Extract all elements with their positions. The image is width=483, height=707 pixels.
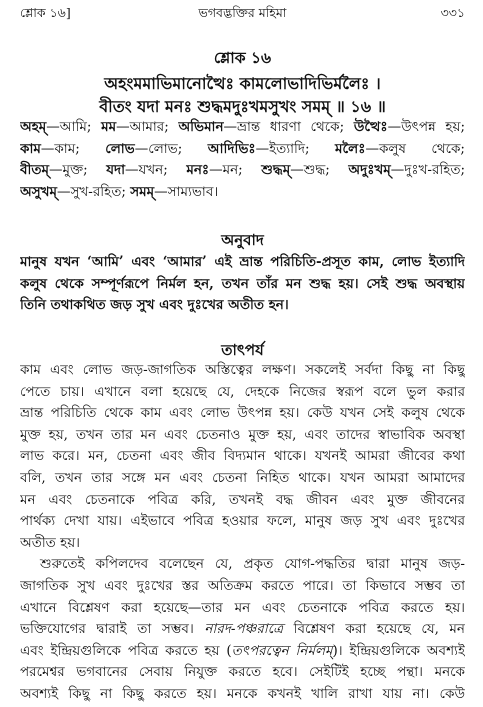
verse-number-title: শ্লোক ১৬ <box>213 48 272 67</box>
synonym-gloss: —কলুষ থেকে; <box>365 140 465 157</box>
purport-line: বলি, তখন তার সঙ্গে মন এবং চেতনা নিহিত থাকে। যখন আমরা আমাদের <box>20 469 465 486</box>
purport-line: শুরুতেই কপিলদেব বলেছেন যে, প্রকৃত যোগ-পদ্ধতির দ্বারা মানুষ জড়- <box>40 556 465 573</box>
synonym-word: অভিমান <box>178 119 224 135</box>
purport-text <box>20 360 465 706</box>
synonym-word: মনঃ <box>186 162 210 179</box>
synonym-word: উত্থৈঃ <box>353 119 388 135</box>
verse-line: অহংমমাভিমানোত্থৈঃ কামলোভাদিভির্মলৈঃ । <box>104 74 381 93</box>
synonym-gloss: —সাম্যভাব। <box>154 183 219 200</box>
translation-line: মানুষ যখন ‘আমি’ এবং ‘আমার’ এই ভ্রান্ত পরিচিতি-প্রসূত কাম, লোভ ইত্যাদি <box>20 254 465 270</box>
purport-segment: এবং ইন্দ্রিয়গুলিকে পবিত্র করতে হয় ( <box>20 642 232 659</box>
synonym-gloss: —কাম; <box>40 140 80 157</box>
synonym-gloss: —লোভ; <box>134 140 183 157</box>
synonym-word: অসুখম্ <box>20 183 57 200</box>
synonym-gloss: —সুখ-রহিত; <box>56 183 126 200</box>
synonyms-line <box>20 139 465 161</box>
translation-line: কলুষ থেকে সম্পূর্ণরূপে নির্মল হন, তখন তাঁর মন শুদ্ধ হয়। সেই শুদ্ধ অবস্থায় <box>20 275 465 292</box>
purport-segment: ভক্তিযোগের দ্বারাই তা সম্ভব। <box>20 621 194 638</box>
purport-segment: )। ইন্দ্রিয়গুলিকে অবশ্যই <box>332 642 465 659</box>
synonym-word: মলৈঃ <box>335 140 366 157</box>
word-for-word-synonyms <box>20 117 465 203</box>
synonym-gloss: —আমি; <box>46 119 92 135</box>
purport-line: মুক্ত হয়, তখন তার মন এবং চেতনাও মুক্ত হয়, এবং তাদের স্বাভাবিক অবস্থা <box>20 426 465 443</box>
sanskrit-quote-italic: তৎপরত্বেন নির্মলম্ <box>231 642 333 659</box>
purport-line <box>20 641 465 663</box>
purport-line: পেতে চায়। এখানে বলা হয়েছে যে, দেহকে নিজের স্বরূপ বলে ভুল করার <box>20 383 465 400</box>
purport-line: এখানে বিশ্লেষণ করা হয়েছে—তার মন এবং চেতনাকে পবিত্র করতে হয়। <box>20 599 465 616</box>
purport-line: মন এবং চেতনাকে পবিত্র করি, তখনই বদ্ধ জীবন এবং মুক্ত জীবনের <box>20 491 465 508</box>
synonym-word: বীতম্ <box>20 162 50 179</box>
synonyms-line <box>20 182 465 204</box>
synonym-gloss: —মুক্ত; <box>49 162 88 179</box>
purport-line: অবশ্যই কিছু না কিছু করতে হয়। মনকে কখনই খালি রাখা যায় না। কেউ <box>20 685 465 702</box>
running-head-verse-ref: শ্লোক ১৬] <box>20 5 71 20</box>
synonym-gloss: —ইত্যাদি; <box>255 140 310 157</box>
purport-line: পরমেশ্বর ভগবানের সেবায় নিযুক্ত করতে হবে। সেইটিই হচ্ছে পন্থা। মনকে <box>20 664 465 681</box>
synonym-gloss: —ভ্রান্ত ধারণা থেকে; <box>223 119 345 135</box>
translation-paragraph <box>20 252 465 317</box>
purport-line: জাগতিক সুখ এবং দুঃখের স্তর অতিক্রম করতে পারে। তা কিভাবে সম্ভব তা <box>20 577 465 594</box>
synonyms-line <box>20 117 465 139</box>
synonym-word: সমম্ <box>130 183 155 200</box>
synonym-gloss: —মন; <box>209 162 243 179</box>
synonym-word: লোভ <box>105 140 135 157</box>
purport-line: পার্থক্য দেখা যায়। এইভাবে পবিত্র হওয়ার ফলে, মানুষ জড় সুখ এবং দুঃখের <box>20 513 465 530</box>
purport-line: অতীত হয়। <box>20 534 80 551</box>
synonym-gloss: —যখন; <box>125 162 168 179</box>
synonym-word: অদুঃখম্ <box>348 162 391 179</box>
synonym-gloss: —উৎপন্ন হয়; <box>387 119 465 135</box>
synonym-gloss: —আমার; <box>116 119 169 135</box>
synonym-word: আদিভিঃ <box>207 140 256 157</box>
synonym-word: অহম্ <box>20 119 47 135</box>
synonym-word: কাম <box>20 140 41 157</box>
sanskrit-verse <box>20 72 465 118</box>
running-header <box>20 3 465 23</box>
page-number: ৩৩১ <box>440 5 465 20</box>
running-head-title: ভগবদ্ভক্তির মহিমা <box>198 5 287 20</box>
synonym-gloss: —দুঃখ-রহিত; <box>390 162 465 179</box>
synonyms-line <box>20 160 465 182</box>
synonym-word: মম <box>101 119 117 135</box>
purport-segment: বিশ্লেষণ করা হয়েছে যে, মন <box>293 621 465 638</box>
translation-heading: অনুবাদ <box>221 231 264 249</box>
scripture-title-italic: নারদ-পঞ্চরাত্রে <box>204 621 284 638</box>
purport-line: লাভ করে। মন, চেতনা এবং জীব বিদ্যমান থাকে। যখনই আমরা জীবের কথা <box>20 448 465 465</box>
verse-line: বীতং যদা মনঃ শুদ্ধমদুঃখমসুখং সমম্ ॥ ১৬ ॥ <box>99 97 386 116</box>
synonym-gloss: —শুদ্ধ; <box>290 162 330 179</box>
purport-line: কাম এবং লোভ জড়-জাগতিক অস্তিত্বের লক্ষণ। সকলেই সর্বদা কিছু না কিছু <box>20 362 465 378</box>
synonym-word: শুদ্ধম্ <box>261 162 291 179</box>
purport-line: ভ্রান্ত পরিচিতি থেকে কাম এবং লোভ উৎপন্ন হয়। কেউ যখন সেই কলুষ থেকে <box>20 405 465 422</box>
synonym-word: যদা <box>106 162 126 179</box>
purport-line <box>20 619 465 641</box>
purport-heading: তাৎপর্য <box>221 341 264 359</box>
translation-line: তিনি তথাকথিত জড় সুখ এবং দুঃখের অতীত হন। <box>20 297 289 314</box>
